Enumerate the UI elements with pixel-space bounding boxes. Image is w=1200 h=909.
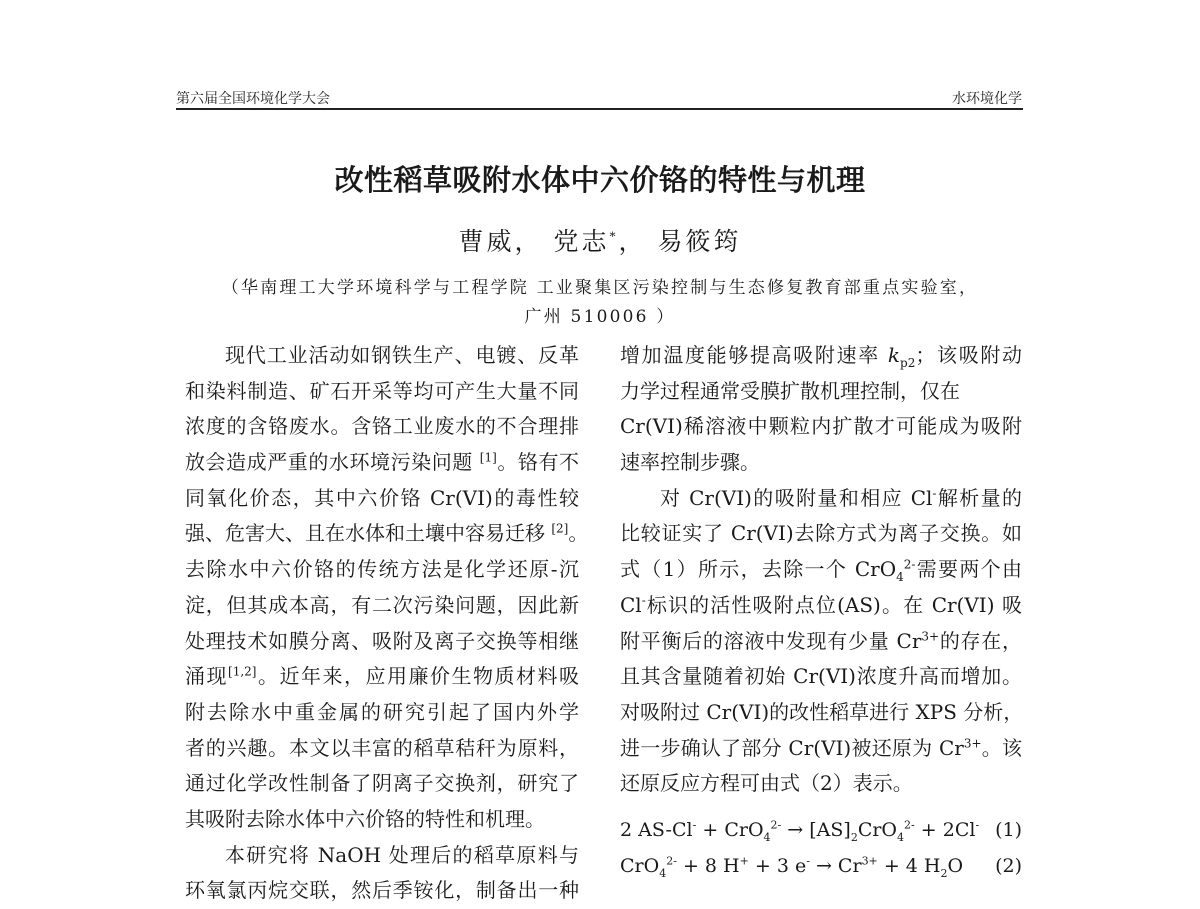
running-header-section: 水环境化学 [952, 91, 1022, 107]
subscript: 4 [659, 866, 667, 880]
superscript: - [975, 818, 980, 832]
subscript: 4 [896, 570, 904, 585]
superscript: - [806, 854, 810, 868]
text-run: Cl [620, 592, 642, 617]
superscript: 3+ [963, 735, 982, 750]
text-run: 增加温度能够提高吸附速率 [620, 343, 888, 367]
text-run: 。铬有不 [496, 450, 580, 475]
text-run: 同氧化价态，其中六价铬 Cr(VI)的毒性较 [185, 485, 579, 510]
author-name: 易筱筠 [657, 227, 742, 256]
text-run: 。近年来，应用廉价生物质材料吸 [256, 664, 580, 689]
superscript: [1,2] [228, 664, 257, 679]
text-run: 进一步确认了部分 Cr(VI)被还原为 Cr [620, 735, 964, 760]
author-separator: ， [514, 227, 554, 256]
superscript: 3+ [921, 628, 940, 643]
superscript: [1] [479, 450, 497, 465]
text-run: 附去除水中重金属的研究引起了国内外学 [185, 699, 579, 724]
text-run: ；该吸附动 [915, 343, 1023, 367]
text-run: 和染料制造、矿石开采等均可产生大量不同 [185, 378, 579, 403]
text-run: O [947, 855, 964, 877]
subscript: 4 [763, 830, 771, 844]
text-run: 还原反应方程可由式（2）表示。 [620, 771, 913, 796]
superscript: 2- [904, 818, 915, 832]
equation-formula [620, 848, 963, 884]
text-run: 涌现 [185, 664, 229, 689]
text-line [185, 695, 579, 731]
text-line [620, 624, 1022, 660]
superscript: 2- [666, 854, 677, 868]
text-run: 强、危害大、且在水体和土壤中容易迁移 [185, 521, 552, 546]
text-run: 。 [568, 521, 589, 546]
superscript: - [932, 486, 937, 501]
text-line [185, 802, 579, 838]
text-run: + 8 H [676, 855, 740, 877]
superscript: 2- [903, 557, 916, 572]
text-run: 且其含量随着初始 Cr(VI)浓度升高而增加。 [620, 664, 1022, 689]
header-rule [176, 108, 1023, 110]
equation-block [620, 812, 1022, 884]
text-run: 其吸附去除水体中六价铬的特性和机理。 [185, 806, 545, 831]
text-line [620, 695, 1022, 731]
author-list [0, 222, 1200, 258]
affiliation-line: （华南理工大学环境科学与工程学院 工业聚集区污染控制与生态修复教育部重点实验室， [221, 278, 979, 298]
corresponding-author-mark: * [609, 229, 619, 244]
text-run: + 3 e [748, 855, 807, 877]
equation-number: (2) [995, 855, 1022, 877]
text-run: 解析量的 [936, 485, 1023, 510]
text-line [620, 516, 1022, 552]
text-line [620, 374, 1022, 410]
text-line [185, 624, 579, 660]
text-line [620, 409, 1022, 445]
text-run: 放会造成严重的水环境污染问题 [185, 450, 480, 475]
text-run: 本研究将 NaOH 处理后的稻草原料与 [225, 842, 579, 867]
superscript: 2- [770, 818, 782, 832]
author-name: 曹威 [458, 227, 515, 256]
right-column [620, 338, 1022, 802]
text-run: 处理技术如膜分离、吸附及离子交换等相继 [185, 628, 579, 653]
text-run: 环氧氯丙烷交联，然后季铵化，制备出一种 [185, 878, 579, 903]
text-line [185, 766, 579, 802]
subscript: 2 [940, 866, 948, 880]
text-run: → Cr [809, 855, 862, 877]
subscript: p2 [900, 356, 916, 370]
text-run: 的存在， [939, 628, 1022, 653]
text-run: 对吸附过 Cr(VI)的改性稻草进行 XPS 分析， [620, 699, 1024, 724]
equation [620, 848, 1022, 884]
text-line [185, 338, 579, 374]
text-line [185, 588, 579, 624]
text-line [620, 659, 1022, 695]
text-line [620, 481, 1022, 517]
text-line [185, 374, 579, 410]
text-line [185, 873, 579, 909]
text-run: 标识的活性吸附点位(AS)。在 Cr(VI) 吸 [645, 592, 1022, 617]
text-run: 附平衡后的溶液中发现有少量 Cr [620, 628, 922, 653]
superscript: 3+ [861, 854, 878, 868]
affiliation-line: 广州 510006 ） [524, 307, 676, 327]
text-run: 淀，但其成本高，有二次污染问题，因此新 [185, 592, 579, 617]
text-line [185, 481, 579, 517]
author-name: 党志 [553, 227, 610, 256]
text-run: CrO [857, 819, 898, 841]
text-run: 通过化学改性制备了阴离子交换剂，研究了 [185, 771, 579, 796]
equation-formula [620, 812, 979, 848]
text-line [185, 731, 579, 767]
text-run: 力学过程通常受膜扩散机理控制，仅在 [620, 378, 960, 403]
text-run: 2 AS-Cl [620, 819, 693, 841]
superscript: - [641, 593, 646, 608]
text-run: 对 Cr(VI)的吸附量和相应 Cl [660, 485, 933, 510]
text-line [185, 445, 579, 481]
text-run: k [887, 343, 901, 367]
text-line [185, 516, 589, 552]
text-line [185, 552, 579, 588]
text-run: + CrO [696, 819, 764, 841]
text-run: 浓度的含铬废水。含铬工业废水的不合理排 [185, 414, 579, 439]
text-line [620, 766, 1022, 802]
subscript: 4 [897, 830, 905, 844]
left-column [185, 338, 589, 909]
text-line [620, 731, 1022, 767]
text-line [185, 659, 579, 695]
text-run: CrO [620, 855, 660, 877]
subscript: 2 [850, 830, 858, 844]
superscript: + [739, 854, 749, 868]
text-run: 去除水中六价铬的传统方法是化学还原-沉 [185, 557, 579, 582]
superscript: [2] [551, 521, 569, 536]
text-run: 速率控制步骤。 [620, 450, 760, 475]
text-run: 需要两个由 [915, 557, 1022, 582]
text-run: 者的兴趣。本文以丰富的稻草秸秆为原料， [185, 735, 579, 760]
text-run: → [AS] [781, 819, 851, 841]
equation [620, 812, 1022, 848]
text-line [620, 552, 1022, 588]
text-run: 。该 [981, 735, 1023, 760]
text-line [620, 445, 1022, 481]
paper-title: 改性稻草吸附水体中六价铬的特性与机理 [334, 163, 866, 197]
text-line [185, 838, 579, 874]
text-line [620, 588, 1022, 624]
superscript: - [692, 818, 697, 832]
text-run: Cr(VI)稀溶液中颗粒内扩散才可能成为吸附 [620, 414, 1022, 439]
equation-number: (1) [995, 819, 1022, 841]
text-line [620, 338, 1022, 374]
text-run: + 2Cl [914, 819, 976, 841]
running-header-conference: 第六届全国环境化学大会 [176, 91, 330, 107]
author-separator: ， [618, 227, 647, 256]
text-line [185, 409, 579, 445]
text-run: 式（1）所示，去除一个 CrO [620, 557, 897, 582]
text-run: 现代工业活动如钢铁生产、电镀、反革 [225, 343, 579, 367]
text-run: + 4 H [877, 855, 941, 877]
text-run: 比较证实了 Cr(VI)去除方式为离子交换。如 [620, 521, 1022, 546]
